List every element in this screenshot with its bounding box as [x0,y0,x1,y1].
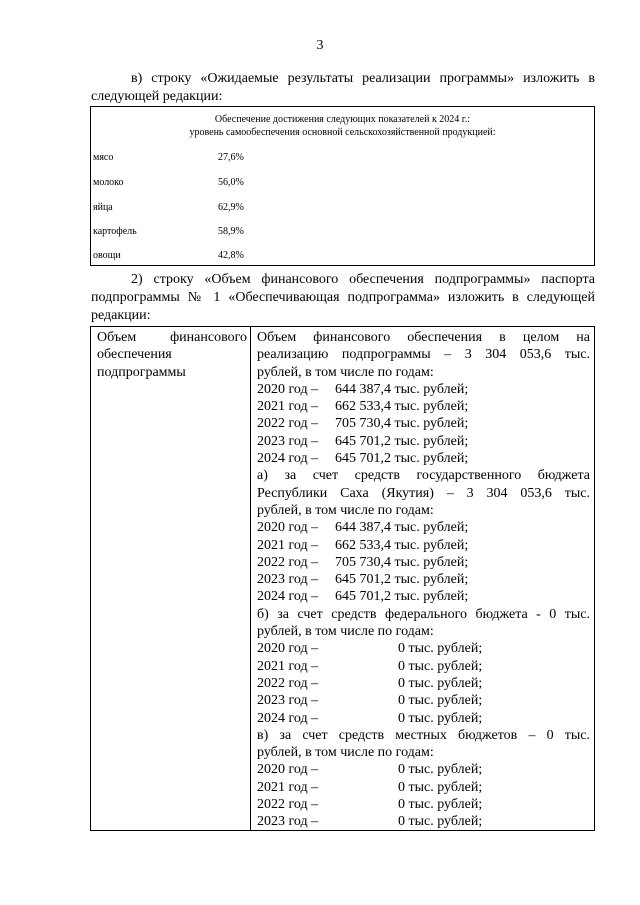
year-row [257,779,590,796]
text-line: рублей, в том числе по годам: [257,745,434,761]
text-line: а) за счет средств государственного бюджета [257,468,590,484]
year-sum: 0 тыс. рублей; [398,675,483,691]
indicator-name: овощи [93,250,121,261]
year-sum: 645 701,2 тыс. рублей; [335,589,469,605]
year-sum: 0 тыс. рублей; [398,710,483,726]
text-line: Объем финансового обеспечения в целом на [257,330,590,345]
indicator-value: 27,6% [218,152,244,163]
year-row [257,537,590,554]
year-row [257,675,590,692]
text-line: рублей, в том числе по годам: [257,364,434,380]
year-row [257,450,590,467]
year-sum: 644 387,4 тыс. рублей; [335,381,469,397]
year-label: 2020 год – [257,641,319,657]
indicator-name: картофель [93,226,137,237]
year-row [257,796,590,813]
year-label: 2024 год – [257,451,319,467]
indicator-row [93,226,293,240]
year-sum: 662 533,4 тыс. рублей; [335,399,469,415]
year-label: 2020 год – [257,762,319,778]
indicator-row [93,152,293,166]
year-sum: 0 тыс. рублей; [398,641,483,657]
year-row [257,761,590,778]
box-header-line: Обеспечение достижения следующих показателей к 2024 г.: [214,114,471,125]
year-label: 2024 год – [257,710,319,726]
year-label: 2020 год – [257,381,319,397]
year-sum: 662 533,4 тыс. рублей; [335,537,469,553]
text-line: б) за счет средств федерального бюджета - 0 тыс. [257,606,590,622]
year-sum: 0 тыс. рублей; [398,779,483,795]
column-divider [250,327,251,830]
year-row [257,571,590,588]
indicator-name: молоко [93,177,124,188]
year-sum: 0 тыс. рублей; [398,814,483,830]
year-row [257,813,590,830]
year-sum: 0 тыс. рублей; [398,797,483,813]
financing-table [90,326,595,831]
year-sum: 644 387,4 тыс. рублей; [335,520,469,536]
expected-results-box [90,106,595,266]
text-line: в) за счет средств местных бюджетов – 0 тыс. [257,727,590,743]
year-row [257,381,590,398]
indicator-row [93,177,293,191]
paragraph-financing: 2) строку «Объем финансового обеспечения подпрограммы» паспорта подпрограммы № 1 «Обеспечивающая подпрограмма» изложить в следующей редакции: [91,272,595,323]
year-row [257,692,590,709]
financing-content-cell [257,329,590,831]
year-sum: 705 730,4 тыс. рублей; [335,416,469,432]
text-line: реализацию подпрограммы – 3 304 053,6 тыс. [257,347,590,363]
year-label: 2022 год – [257,554,319,570]
year-label: 2021 год – [257,779,319,795]
financing-label-cell: Объем финансового обеспечения подпрограммы [97,330,247,380]
year-row [257,554,590,571]
year-sum: 645 701,2 тыс. рублей; [335,572,469,588]
year-row [257,433,590,450]
year-sum: 645 701,2 тыс. рублей; [335,451,469,467]
year-label: 2022 год – [257,675,319,691]
text-line: рублей, в том числе по годам: [257,624,434,640]
text-line: Республики Саха (Якутия) – 3 304 053,6 тыс. [257,485,590,501]
year-row [257,398,590,415]
year-row [257,640,590,657]
year-label: 2020 год – [257,520,319,536]
text-line: рублей, в том числе по годам: [257,502,434,518]
year-sum: 0 тыс. рублей; [398,693,483,709]
year-label: 2023 год – [257,693,319,709]
year-sum: 0 тыс. рублей; [398,762,483,778]
year-label: 2021 год – [257,537,319,553]
box-header [91,113,594,139]
indicator-value: 56,0% [218,177,244,188]
page-number: 3 [316,38,324,53]
year-label: 2021 год – [257,658,319,674]
indicator-row [93,202,293,216]
year-row [257,710,590,727]
year-label: 2023 год – [257,433,319,449]
year-label: 2024 год – [257,589,319,605]
year-sum: 0 тыс. рублей; [398,658,483,674]
indicator-name: мясо [93,152,114,163]
year-label: 2022 год – [257,416,319,432]
year-sum: 645 701,2 тыс. рублей; [335,433,469,449]
year-row [257,588,590,605]
indicator-value: 42,8% [218,250,244,261]
year-sum: 705 730,4 тыс. рублей; [335,554,469,570]
indicator-value: 58,9% [218,226,244,237]
indicator-row [93,250,293,264]
year-label: 2022 год – [257,797,319,813]
paragraph-expected-results: в) строку «Ожидаемые результаты реализации программы» изложить в следующей редакции: [91,71,595,104]
year-row [257,519,590,536]
indicator-name: яйца [93,202,113,213]
box-header-line: уровень самообеспечения основной сельскохозяйственной продукцией: [189,127,496,138]
year-row [257,658,590,675]
year-row [257,415,590,432]
indicator-value: 62,9% [218,202,244,213]
year-label: 2023 год – [257,814,319,830]
year-label: 2023 год – [257,572,319,588]
year-label: 2021 год – [257,399,319,415]
